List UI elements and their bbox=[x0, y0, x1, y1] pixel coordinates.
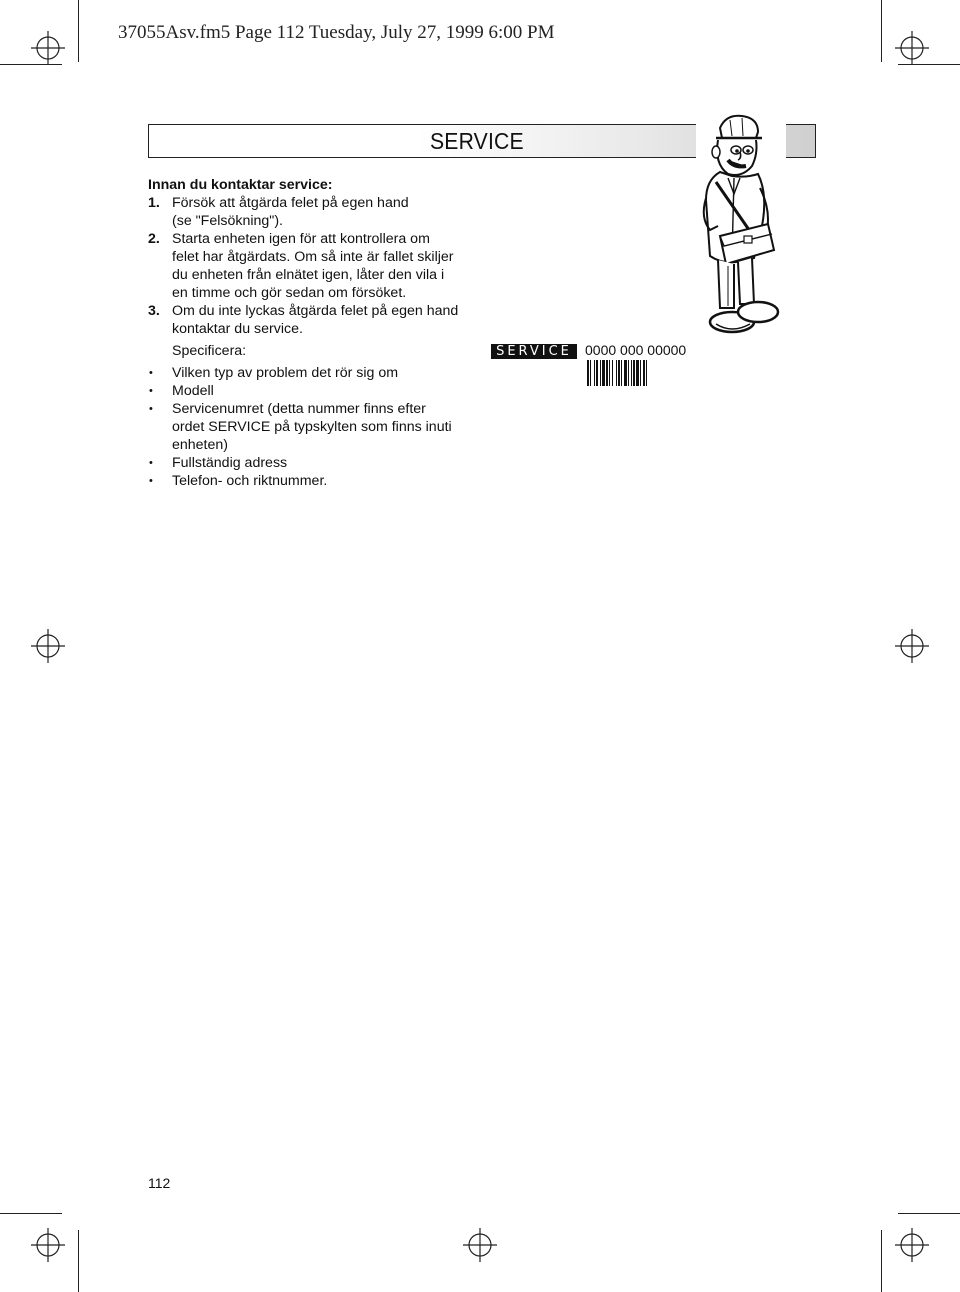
section-title: SERVICE bbox=[430, 128, 524, 154]
step-number: 3. bbox=[148, 303, 160, 319]
step-text: en timme och gör sedan om försöket. bbox=[172, 285, 407, 301]
service-instructions bbox=[148, 176, 478, 490]
list-item: • Vilken typ av problem det rör sig om bbox=[149, 365, 399, 381]
step-text: kontaktar du service. bbox=[172, 321, 303, 337]
registration-crosshair-icon bbox=[463, 1228, 497, 1262]
crop-line bbox=[881, 1230, 882, 1292]
intro-heading: Innan du kontaktar service: bbox=[148, 177, 333, 193]
step-text: Försök att åtgärda felet på egen hand bbox=[172, 195, 409, 211]
registration-crosshair-icon bbox=[31, 31, 65, 65]
registration-crosshair-icon bbox=[895, 31, 929, 65]
step-text: Om du inte lyckas åtgärda felet på egen hand bbox=[172, 303, 459, 319]
step-text: Starta enheten igen för att kontrollera om bbox=[172, 231, 430, 247]
registration-crosshair-icon bbox=[31, 1228, 65, 1262]
step-text: felet har åtgärdats. Om så inte är fallet skiljer bbox=[172, 249, 454, 265]
crop-line bbox=[898, 1213, 960, 1214]
registration-crosshair-icon bbox=[895, 629, 929, 663]
list-item: • Modell bbox=[149, 383, 214, 399]
crop-line bbox=[78, 1230, 79, 1292]
step-text: (se "Felsökning"). bbox=[172, 213, 283, 229]
barcode-icon bbox=[586, 360, 688, 386]
specify-label: Specificera: bbox=[172, 343, 247, 359]
step-number: 1. bbox=[148, 195, 160, 211]
registration-crosshair-icon bbox=[895, 1228, 929, 1262]
crop-line bbox=[881, 0, 882, 62]
service-label: SERVICE bbox=[491, 344, 577, 359]
step-item bbox=[148, 194, 478, 230]
step-number: 2. bbox=[148, 231, 160, 247]
registration-crosshair-icon bbox=[31, 629, 65, 663]
list-item: • Fullständig adress bbox=[149, 455, 288, 471]
crop-line bbox=[0, 1213, 62, 1214]
page-number: 112 bbox=[148, 1175, 171, 1191]
service-man-illustration bbox=[676, 108, 786, 340]
service-number: 0000 000 00000 bbox=[585, 342, 687, 358]
print-header: 37055Asv.fm5 Page 112 Tuesday, July 27, 1999 6:00 PM bbox=[118, 22, 555, 43]
step-item bbox=[148, 230, 478, 302]
step-text: du enheten från elnätet igen, låter den vila i bbox=[172, 267, 445, 283]
specify-list bbox=[148, 364, 478, 490]
step-item bbox=[148, 302, 478, 338]
list-item: • Servicenumret (detta nummer finns efter ordet SERVICE på typskylten som finns inuti enheten) bbox=[149, 401, 452, 453]
list-item: • Telefon- och riktnummer. bbox=[149, 473, 328, 489]
crop-line bbox=[78, 0, 79, 62]
